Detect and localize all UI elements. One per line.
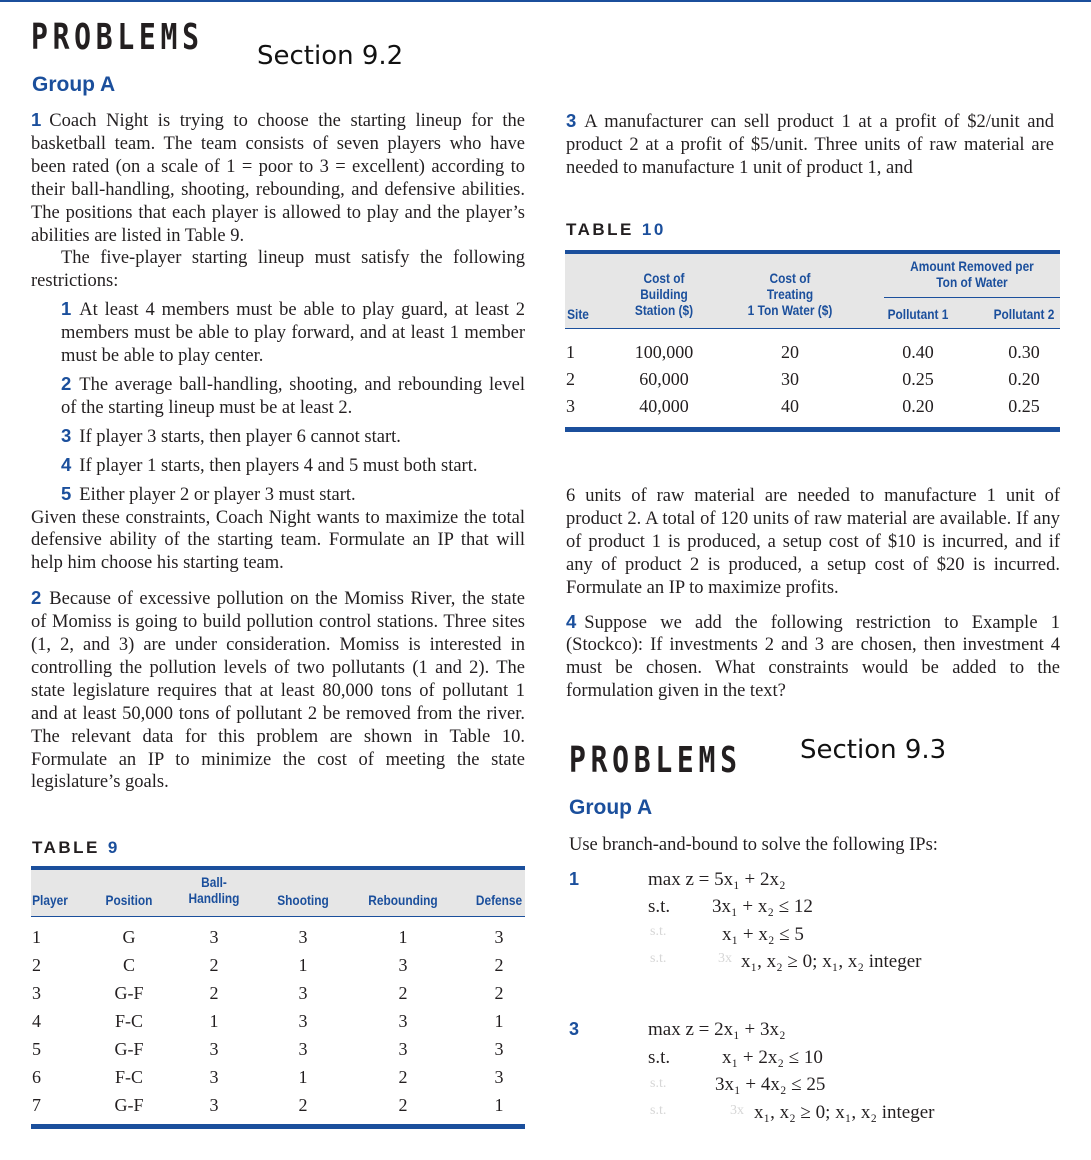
table-cell: 3 (298, 983, 308, 1003)
table-10-label: TABLE 10 (566, 220, 666, 239)
header-pollutant-1: Pollutant 1 (887, 306, 949, 322)
table-cell: F-C (114, 1011, 143, 1031)
ip-1-number: 1 (569, 869, 580, 889)
header-treating-cost: Cost of Treating 1 Ton Water ($) (747, 270, 833, 318)
table-cell: 7 (32, 1095, 41, 1115)
table-cell: G-F (114, 983, 144, 1003)
table-cell: 2 (398, 1095, 408, 1115)
table-cell: 3 (32, 983, 41, 1003)
ip-3-ghost-st: s.t. (650, 1076, 667, 1091)
table-cell: 3 (494, 1039, 504, 1059)
table-cell: 1 (298, 955, 308, 975)
table-cell: 3 (209, 1039, 219, 1059)
ip-3-constraint-3: x₁, x₂ ≥ 0; x₁, x₂ integer (754, 1102, 935, 1123)
problem-3-text-a: A manufacturer can sell product 1 at a profit of $2/unit and product 2 at a profit of $5/unit. Three units of raw material are needed to manufacture 1 unit of product 1, and (566, 112, 1054, 178)
table-cell: 6 (32, 1067, 41, 1087)
ip-1-constraint-2: x₁ + x₂ ≤ 5 (722, 924, 804, 945)
table-cell: G (122, 927, 136, 947)
header-ball-handling: Ball- Handling (188, 874, 240, 906)
table-cell: 3 (209, 1067, 219, 1087)
problem-1-closing: Given these constraints, Coach Night wants to maximize the total defensive ability of the starting team. Formulate an IP that will help him choose his starting team. (31, 507, 525, 574)
ip-3-st: s.t. (648, 1047, 671, 1068)
table-cell: G-F (114, 1095, 144, 1115)
restriction-text: If player 3 starts, then player 6 cannot start. (79, 426, 401, 447)
table-cell: 40,000 (639, 396, 689, 416)
header-amount-removed: Amount Removed per Ton of Water (910, 258, 1034, 290)
header-player: Player (32, 892, 68, 908)
problem-number: 1 (31, 109, 42, 130)
problem-2-text: Because of excessive pollution on the Momiss River, the state of Momiss is going to build pollution control stations. Three sites (1, 2, and 3) are under consideration. Momiss is interested in controlling the pollution levels of two pollutants (1 and 2). The state legislature requires that at least 80,000 tons of pollutant 1 and at least 50,000 tons of pollutant 2 be removed from the river. The relevant data for this problem are shown in Table 10. Formulate an IP to minimize the cost of meeting the state legislature’s goals. (31, 589, 525, 793)
table-cell: 30 (781, 369, 799, 389)
table-cell: 40 (781, 396, 799, 416)
table-cell: C (122, 955, 135, 975)
table-cell: 1 (566, 342, 575, 362)
restriction-text: Either player 2 or player 3 must start. (79, 484, 356, 505)
table-cell: 2 (398, 1067, 408, 1087)
ip-1-st: s.t. (648, 896, 671, 917)
table-cell: 1 (298, 1067, 308, 1087)
restriction-number: 4 (61, 453, 72, 475)
header-building-cost: Cost of Building Station ($) (634, 270, 694, 318)
problem-3-part-b (566, 485, 1060, 703)
ip-3-objective: max z = 2x₁ + 3x₂ (648, 1019, 786, 1040)
ip-1-constraint-1: 3x₁ + x₂ ≤ 12 (712, 896, 813, 917)
table-cell: 2 (298, 1095, 308, 1115)
restriction-number: 5 (61, 482, 72, 504)
table-cell: 3 (209, 927, 219, 947)
problem-1-intro: Coach Night is trying to choose the starting lineup for the basketball team. The team consists of seven players who have been rated (on a scale of 1 = poor to 3 = excellent) according to their ball-handling, shooting, rebounding, and defensive abilities. The positions that each player is allowed to play and the player’s abilities are listed in Table 9. (31, 111, 525, 246)
problem-1-intro2: The five-player starting lineup must satisfy the following restrictions: (31, 248, 525, 292)
table-cell: 3 (398, 1011, 408, 1031)
table-cell: 3 (494, 1067, 504, 1087)
ip-1-ghost-st: s.t. (650, 924, 667, 939)
table-cell: 1 (494, 1095, 504, 1115)
table-cell: 1 (209, 1011, 219, 1031)
table-cell: 0.25 (1008, 396, 1040, 416)
table-cell: 3 (298, 1011, 308, 1031)
header-pollutant-2: Pollutant 2 (993, 306, 1055, 322)
table-cell: 1 (494, 1011, 504, 1031)
table-cell: 0.20 (902, 396, 934, 416)
ip-1-ghost-3x: 3x (718, 951, 732, 966)
group-label-2: Group A (569, 796, 653, 819)
bnb-intro: Use branch-and-bound to solve the following IPs: (569, 835, 938, 855)
table-cell: 2 (209, 955, 219, 975)
ip-1-ghost-st-2: s.t. (650, 951, 667, 966)
problem-4-text: Suppose we add the following restriction to Example 1 (Stockco): If investments 2 and 3 are chosen, then investment 4 must be chosen. What constraints would be added to the formulation given in the text? (566, 612, 1060, 702)
table-cell: 2 (32, 955, 41, 975)
table-10-bottom-rule (565, 427, 1060, 432)
problem-number: 4 (566, 610, 577, 632)
table-cell: G-F (114, 1039, 144, 1059)
problem-1 (31, 109, 525, 794)
table-cell: 4 (32, 1011, 41, 1031)
table-9-bottom-rule (31, 1124, 525, 1129)
table-cell: 0.40 (902, 342, 934, 362)
restriction-number: 1 (61, 298, 72, 320)
table-cell: 3 (566, 396, 575, 416)
table-cell: F-C (114, 1067, 143, 1087)
problems-heading-2: PROBLEMS (569, 740, 742, 781)
table-10-header-rule (565, 328, 1060, 329)
ip-3-ghost-st-2: s.t. (650, 1103, 667, 1118)
table-cell: 1 (398, 927, 408, 947)
table-9-label: TABLE 9 (32, 838, 120, 857)
restriction-text: If player 1 starts, then players 4 and 5 must both start. (79, 455, 478, 476)
table-cell: 3 (209, 1095, 219, 1115)
group-label: Group A (32, 73, 116, 96)
table-cell: 0.30 (1008, 342, 1040, 362)
header-position: Position (105, 892, 153, 908)
table-cell: 2 (494, 983, 504, 1003)
problem-3-part-a (566, 110, 1054, 180)
table-cell: 2 (566, 369, 575, 389)
table-cell: 100,000 (634, 342, 694, 362)
table-cell: 0.20 (1008, 369, 1040, 389)
table-cell: 3 (298, 927, 308, 947)
ip-1-objective: max z = 5x₁ + 2x₂ (648, 869, 786, 890)
table-10-group-rule (884, 297, 1060, 298)
ip-1-constraint-3: x₁, x₂ ≥ 0; x₁, x₂ integer (741, 951, 922, 972)
header-defense: Defense (475, 892, 523, 908)
header-site: Site (567, 306, 589, 322)
table-cell: 2 (494, 955, 504, 975)
table-cell: 60,000 (639, 369, 689, 389)
restriction-number: 2 (61, 372, 72, 394)
table-cell: 0.25 (902, 369, 934, 389)
table-cell: 20 (781, 342, 799, 362)
ip-3-ghost-3x: 3x (730, 1103, 744, 1118)
restriction-text: The average ball-handling, shooting, and rebounding level of the starting lineup must be at least 2. (61, 374, 525, 418)
section-label: Section 9.2 (257, 41, 404, 71)
ip-3-constraint-1: x₁ + 2x₂ ≤ 10 (722, 1047, 823, 1068)
problem-number: 2 (31, 587, 42, 609)
restriction-number: 3 (61, 424, 72, 446)
ip-3-constraint-2: 3x₁ + 4x₂ ≤ 25 (715, 1074, 826, 1095)
problem-number: 3 (566, 110, 577, 131)
top-rule (0, 0, 1091, 2)
table-cell: 3 (398, 1039, 408, 1059)
header-rebounding: Rebounding (368, 892, 438, 908)
table-cell: 2 (398, 983, 408, 1003)
table-9-header-rule (31, 916, 525, 917)
table-cell: 3 (494, 927, 504, 947)
section-label-2: Section 9.3 (800, 735, 947, 765)
problem-3-text-b: 6 units of raw material are needed to manufacture 1 unit of product 2. A total of 120 units of raw material are available. If any of product 1 is produced, a setup cost of $10 is incurred, and if any of product 2 is produced, a setup cost of $20 is incurred. Formulate an IP to maximize profits. (566, 486, 1060, 598)
table-cell: 2 (209, 983, 219, 1003)
table-cell: 5 (32, 1039, 41, 1059)
table-cell: 3 (298, 1039, 308, 1059)
restriction-text: At least 4 members must be able to play guard, at least 2 members must be able to play forward, and at least 1 member must be able to play center. (61, 300, 525, 367)
table-cell: 3 (398, 955, 408, 975)
ip-3-number: 3 (569, 1019, 580, 1039)
header-shooting: Shooting (277, 892, 329, 908)
table-cell: 1 (32, 927, 41, 947)
problems-heading: PROBLEMS (31, 17, 204, 58)
